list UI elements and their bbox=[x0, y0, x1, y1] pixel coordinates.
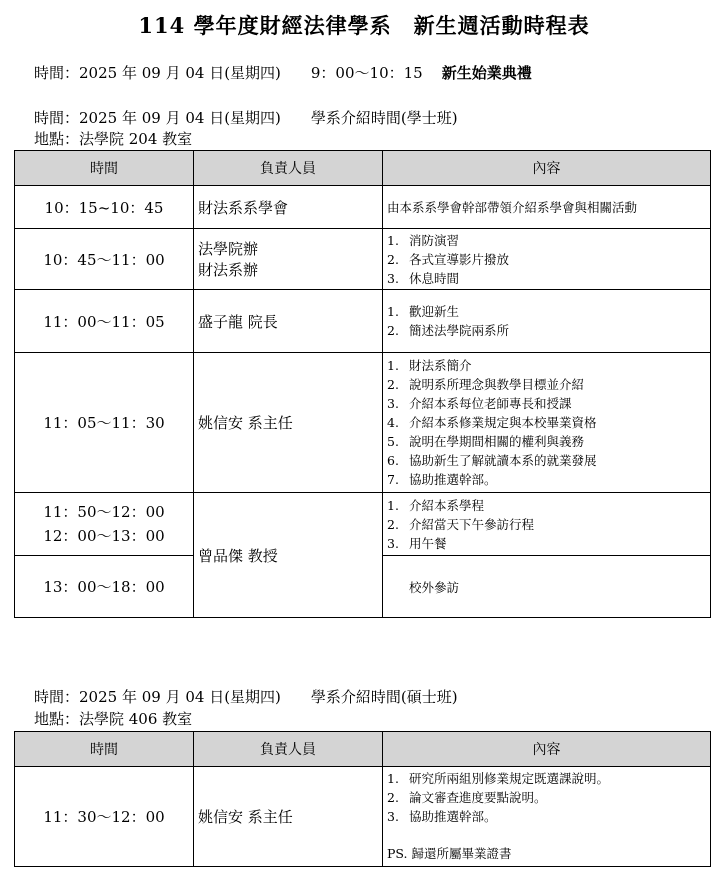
undergrad-schedule-table bbox=[14, 150, 711, 618]
row-person: 姚信安 系主任 bbox=[194, 767, 383, 867]
row-content: 由本系系學會幹部帶領介紹系學會與相關活動 bbox=[383, 186, 711, 229]
table-row bbox=[15, 493, 711, 556]
row-content: 校外參訪 bbox=[383, 556, 711, 618]
ceremony-time: 時間：2025 年 09 月 04 日(星期四) 9：00～10：15 bbox=[34, 64, 423, 82]
grad-place: 地點：法學院 406 教室 bbox=[34, 710, 193, 728]
undergrad-place: 地點：法學院 204 教室 bbox=[34, 130, 193, 148]
table-row bbox=[15, 186, 711, 229]
table-header-row bbox=[15, 732, 711, 767]
grad-time: 時間：2025 年 09 月 04 日(星期四) 學系介紹時間(碩士班) bbox=[34, 688, 458, 706]
person-line: 法學院辦 bbox=[198, 240, 259, 258]
ceremony-line bbox=[34, 62, 532, 83]
time-line: 12：00～13：00 bbox=[43, 527, 165, 545]
row-person: 財法系系學會 bbox=[194, 186, 383, 229]
row-person: 姚信安 系主任 bbox=[194, 353, 383, 493]
list-item: 6. 協助新生了解就讀本系的就業發展 bbox=[387, 453, 597, 468]
page-title: 114 學年度財經法律學系 新生週活動時程表 bbox=[138, 13, 590, 38]
list-item: 4. 介紹本系修業規定與本校畢業資格 bbox=[387, 415, 597, 430]
header-time: 時間 bbox=[15, 732, 194, 767]
row-content bbox=[383, 290, 711, 353]
table-header-row bbox=[15, 151, 711, 186]
list-item: 1. 消防演習 bbox=[387, 232, 460, 248]
row-content bbox=[383, 353, 711, 493]
row-content bbox=[383, 229, 711, 290]
list-item: 2. 各式宣導影片撥放 bbox=[387, 251, 510, 267]
list-item: 3. 協助推選幹部。 bbox=[387, 809, 497, 824]
list-item: 2. 介紹當天下午參訪行程 bbox=[387, 516, 535, 532]
row-time: 13：00～18：00 bbox=[15, 556, 194, 618]
list-item: 7. 協助推選幹部。 bbox=[387, 472, 497, 487]
header-content: 內容 bbox=[383, 732, 711, 767]
header-person: 負責人員 bbox=[194, 151, 383, 186]
row-content bbox=[383, 767, 711, 867]
row-person bbox=[194, 229, 383, 290]
list-item: 1. 歡迎新生 bbox=[387, 304, 460, 319]
row-time bbox=[15, 493, 194, 556]
header-person: 負責人員 bbox=[194, 732, 383, 767]
row-person: 曾品傑 教授 bbox=[194, 493, 383, 618]
row-time: 11：00～11：05 bbox=[15, 290, 194, 353]
list-item: 1. 研究所兩組別修業規定既選課說明。 bbox=[387, 771, 610, 786]
list-item: 2. 論文審查進度要點說明。 bbox=[387, 790, 547, 805]
list-item: 1. 介紹本系學程 bbox=[387, 497, 485, 513]
list-item: 5. 說明在學期間相關的權利與義務 bbox=[387, 434, 585, 449]
row-time: 11：30～12：00 bbox=[15, 767, 194, 867]
list-item: 1. 財法系簡介 bbox=[387, 358, 472, 373]
table-row bbox=[15, 290, 711, 353]
list-item: 3. 介紹本系每位老師專長和授課 bbox=[387, 396, 572, 411]
row-time: 10：15~10：45 bbox=[15, 186, 194, 229]
person-line: 財法系辦 bbox=[198, 261, 259, 279]
table-row bbox=[15, 767, 711, 867]
header-time: 時間 bbox=[15, 151, 194, 186]
list-item: 3. 休息時間 bbox=[387, 270, 460, 286]
row-content bbox=[383, 493, 711, 556]
row-time: 11：05～11：30 bbox=[15, 353, 194, 493]
grad-schedule-table bbox=[14, 731, 711, 867]
ceremony-name: 新生始業典禮 bbox=[441, 64, 532, 82]
table-row bbox=[15, 229, 711, 290]
time-line: 11：50～12：00 bbox=[43, 503, 165, 521]
table-row bbox=[15, 353, 711, 493]
row-time: 10：45～11：00 bbox=[15, 229, 194, 290]
row-person: 盛子龍 院長 bbox=[194, 290, 383, 353]
note: PS. 歸還所屬畢業證書 bbox=[387, 846, 512, 861]
header-content: 內容 bbox=[383, 151, 711, 186]
list-item: 2. 簡述法學院兩系所 bbox=[387, 323, 510, 338]
list-item: 3. 用午餐 bbox=[387, 535, 447, 551]
undergrad-time: 時間：2025 年 09 月 04 日(星期四) 學系介紹時間(學士班) bbox=[34, 109, 458, 127]
list-item: 2. 說明系所理念與教學目標並介紹 bbox=[387, 377, 585, 392]
